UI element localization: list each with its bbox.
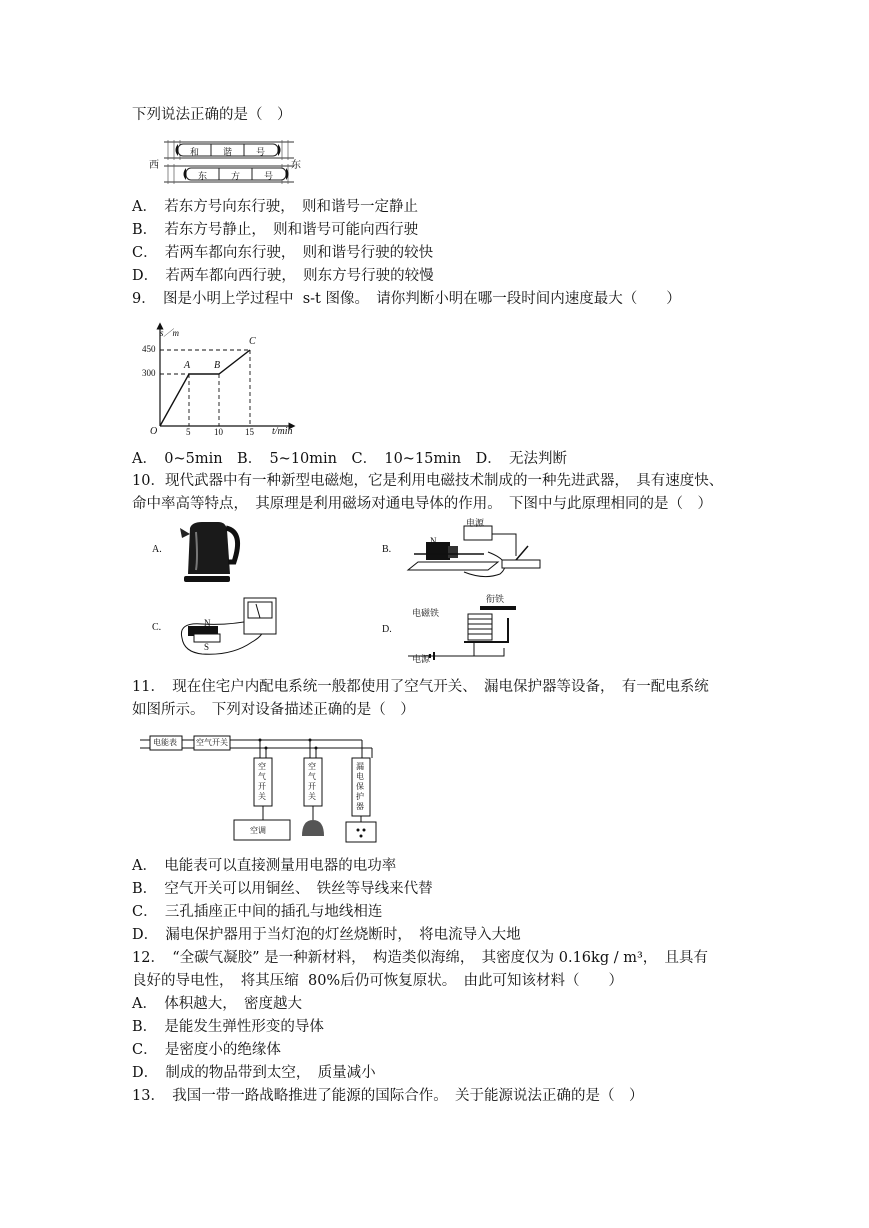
ac-load-label: 空调 [250, 826, 266, 835]
q12-stem-line2: 良好的导电性， 将其压缩 80%后仍可恢复原状。 由此可知该材料（ ） [132, 973, 623, 989]
fig-d-label: D. [382, 624, 392, 635]
fig-c-label: C. [152, 622, 162, 633]
fig-c-s-label: S [204, 642, 210, 652]
y-tick-300: 300 [142, 368, 156, 378]
q8-option-a: A． 若东方号向东行驶， 则和谐号一定静止 [132, 199, 418, 215]
q13-stem: 13． 我国一带一路战略推进了能源的国际合作。 关于能源说法正确的是（ ） [132, 1088, 644, 1104]
fig-d-electromagnet-label: 电磁铁 [412, 608, 440, 618]
y-axis-label: s／m [160, 328, 180, 338]
q12-option-b: B． 是能发生弹性形变的导体 [132, 1019, 324, 1035]
x-tick-10: 10 [214, 427, 223, 437]
east-label: 东 [291, 160, 301, 171]
q10-figure-a-kettle [148, 518, 272, 584]
point-a-label: A [184, 360, 191, 371]
fig-d-power-label: 电源 [412, 654, 431, 664]
q11-option-d: D． 漏电保护器用于当灯泡的灯丝烧断时， 将电流导入大地 [132, 927, 521, 943]
q9-st-graph [140, 322, 300, 440]
q10-figure-b [382, 516, 554, 582]
fig-b-label: B. [382, 544, 392, 555]
fig-c-n-label: N [204, 618, 211, 628]
q11-option-c: C． 三孔插座正中间的插孔与地线相连 [132, 904, 383, 920]
train-top-char-2: 谐 [223, 147, 233, 157]
x-tick-15: 15 [245, 427, 254, 437]
q9-stem: 9． 图是小明上学过程中 s-t 图像。 请你判断小明在哪一段时间内速度最大（ ） [132, 291, 681, 307]
train-top-char-3: 号 [256, 147, 266, 157]
origin-label: O [150, 426, 158, 437]
y-tick-450: 450 [142, 344, 156, 354]
q9-options: A． 0~5min B． 5~10min C． 10~15min D． 无法判断 [132, 451, 567, 467]
fig-a-label: A. [152, 544, 162, 555]
q12-stem-line1: 12． “全碳气凝胶” 是一种新材料， 构造类似海绵， 其密度仅为 0.16kg / m³， 且具有 [132, 950, 709, 966]
q10-stem-line2: 命中率高等特点， 其原理是利用磁场对通电导体的作用。 下图中与此原理相同的是（ ） [132, 496, 712, 512]
leakage-protector-label: 漏电保护器 [356, 762, 364, 811]
west-label: 西 [149, 160, 159, 171]
q11-stem-line1: 11． 现在住宅户内配电系统一般都使用了空气开关、 漏电保护器等设备， 有一配电系统 [132, 679, 709, 695]
q8-option-b: B． 若东方号静止， 则和谐号可能向西行驶 [132, 222, 419, 238]
q10-stem-line1: 10．现代武器中有一种新型电磁炮，它是利用电磁技术制成的一种先进武器， 具有速度快、 [132, 473, 724, 489]
q11-stem-line2: 如图所示。 下列对设备描述正确的是（ ） [132, 702, 415, 718]
fig-b-n-label: N [430, 536, 437, 546]
main-switch-label: 空气开关 [196, 738, 228, 747]
q10-figure-d [382, 592, 534, 664]
q12-option-c: C． 是密度小的绝缘体 [132, 1042, 281, 1058]
q11-wiring-diagram [140, 732, 380, 844]
branch1-switch-label: 空气开关 [258, 762, 266, 801]
fig-d-armature-label: 衔铁 [486, 594, 505, 604]
q11-option-b: B． 空气开关可以用铜丝、 铁丝等导线来代替 [132, 881, 433, 897]
q8-stem-tail: 下列说法正确的是（ ） [132, 107, 292, 123]
x-axis-label: t/min [272, 426, 293, 437]
q12-option-d: D． 制成的物品带到太空， 质量减小 [132, 1065, 376, 1081]
q8-option-c: C． 若两车都向东行驶， 则和谐号行驶的较快 [132, 245, 434, 261]
point-c-label: C [249, 336, 256, 347]
train-bottom-char-1: 东 [198, 171, 208, 181]
train-bottom-char-2: 方 [231, 171, 241, 181]
q10-figure-c [148, 596, 292, 662]
q8-option-d: D． 若两车都向西行驶， 则东方号行驶的较慢 [132, 268, 434, 284]
q8-trains-figure [148, 136, 301, 192]
branch2-switch-label: 空气开关 [308, 762, 316, 801]
q11-option-a: A． 电能表可以直接测量用电器的电功率 [132, 858, 397, 874]
train-bottom-char-3: 号 [264, 171, 274, 181]
meter-label: 电能表 [153, 738, 177, 747]
fig-b-power-label: 电源 [466, 518, 485, 528]
q12-option-a: A． 体积越大， 密度越大 [132, 996, 302, 1012]
x-tick-5: 5 [186, 427, 191, 437]
train-top-char-1: 和 [190, 147, 200, 157]
point-b-label: B [214, 360, 221, 371]
